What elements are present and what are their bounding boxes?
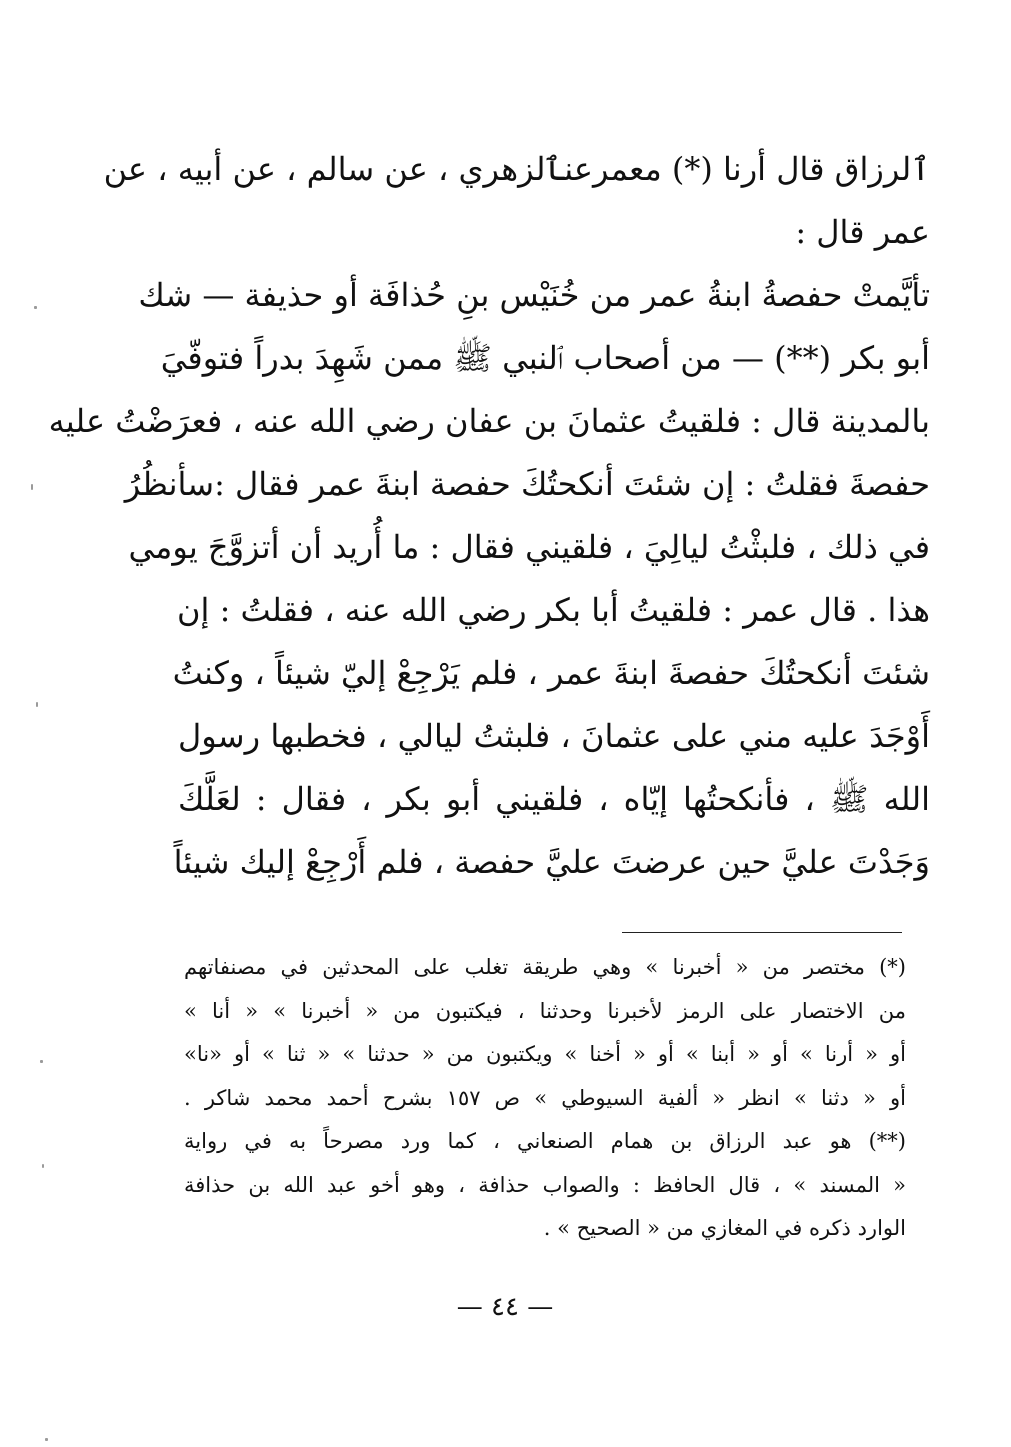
scan-speck: [40, 1060, 43, 1063]
scan-speck: [42, 1164, 44, 1168]
footnote-line: أو « أرنا » أو « أبنا » أو « أخنا » ويكتبون من « حدثنا » « ثنا » أو «نا»: [184, 1042, 906, 1066]
footnote-line: أو « دثنا » انظر « ألفية السيوطي » ص ١٥٧ بشرح أحمد محمد شاكر .: [184, 1085, 906, 1110]
main-text: [48, 138, 930, 894]
text-line: الله ﷺ ، فأنكحتُها إيّاه ، فلقيني أبو بكر ، فقال : لعَلَّكَ: [178, 780, 930, 818]
footnote-line: الوارد ذكره في المغازي من « الصحيح » .: [543, 1216, 906, 1240]
footnotes: [184, 946, 906, 1251]
scan-speck: [31, 484, 33, 490]
text-line: هذا . قال عمر : فلقيتُ أبا بكر رضي الله عنه ، فقلتُ : إن: [177, 591, 930, 629]
footnote-line: (*) مختصر من « أخبرنا » وهي طريقة تغلب على المحدثين في مصنفاتهم: [184, 955, 906, 979]
text-line: أَوْجَدَ عليه مني على عثمانَ ، فلبثتُ ليالي ، فخطبها رسول: [178, 717, 930, 755]
scan-speck: [36, 702, 38, 707]
scan-speck: [34, 306, 37, 309]
text-line: شئتَ أنكحتُكَ حفصةَ ابنةَ عمر ، فلم يَرْجِعْ إليّ شيئاً ، وكنتُ: [172, 654, 930, 692]
scan-speck: [45, 1438, 48, 1441]
text-line: ٱلرزاق قال أرنا (*) معمرعنٱلزهري ، عن سالم ، عن أبيه ، عن: [103, 150, 930, 188]
text-line: أبو بكر (**) — من أصحاب ٱلنبي ﷺ ممن شَهِدَ بدراً فتوفّيَ: [160, 339, 930, 377]
text-line: تأيَّمتْ حفصةُ ابنةُ عمر من خُنَيْس بنِ حُذافَة أو حذيفة — شك: [138, 276, 930, 314]
text-line: وَجَدْتَ عليَّ حين عرضتَ عليَّ حفصة ، فلم أَرْجِعْ إليك شيئاً: [173, 843, 930, 881]
text-line: عمر قال :: [795, 213, 930, 251]
text-line: حفصةَ فقلتُ : إن شئتَ أنكحتُكَ حفصة ابنةَ عمر فقال :سأنظُرُ: [124, 465, 930, 503]
footnote-line: (**) هو عبد الرزاق بن همام الصنعاني ، كما ورد مصرحاً به في رواية: [184, 1129, 906, 1153]
footnote-line: « المسند » ، قال الحافظ : والصواب حذافة ، وهو أخو عبد الله بن حذافة: [184, 1172, 906, 1197]
footnote-line: من الاختصار على الرمز لأخبرنا وحدثنا ، فيكتبون من « أخبرنا » « أنا »: [184, 998, 906, 1023]
footnote-separator: [622, 932, 902, 933]
page-number: — ٤٤ —: [456, 1292, 554, 1322]
text-line: في ذلك ، فلبثْتُ ليالِيَ ، فلقيني فقال : ما أُريد أن أتزوَّجَ يومي: [128, 528, 930, 566]
text-line: بالمدينة قال : فلقيتُ عثمانَ بن عفان رضي الله عنه ، فعرَضْتُ عليه: [48, 402, 930, 440]
